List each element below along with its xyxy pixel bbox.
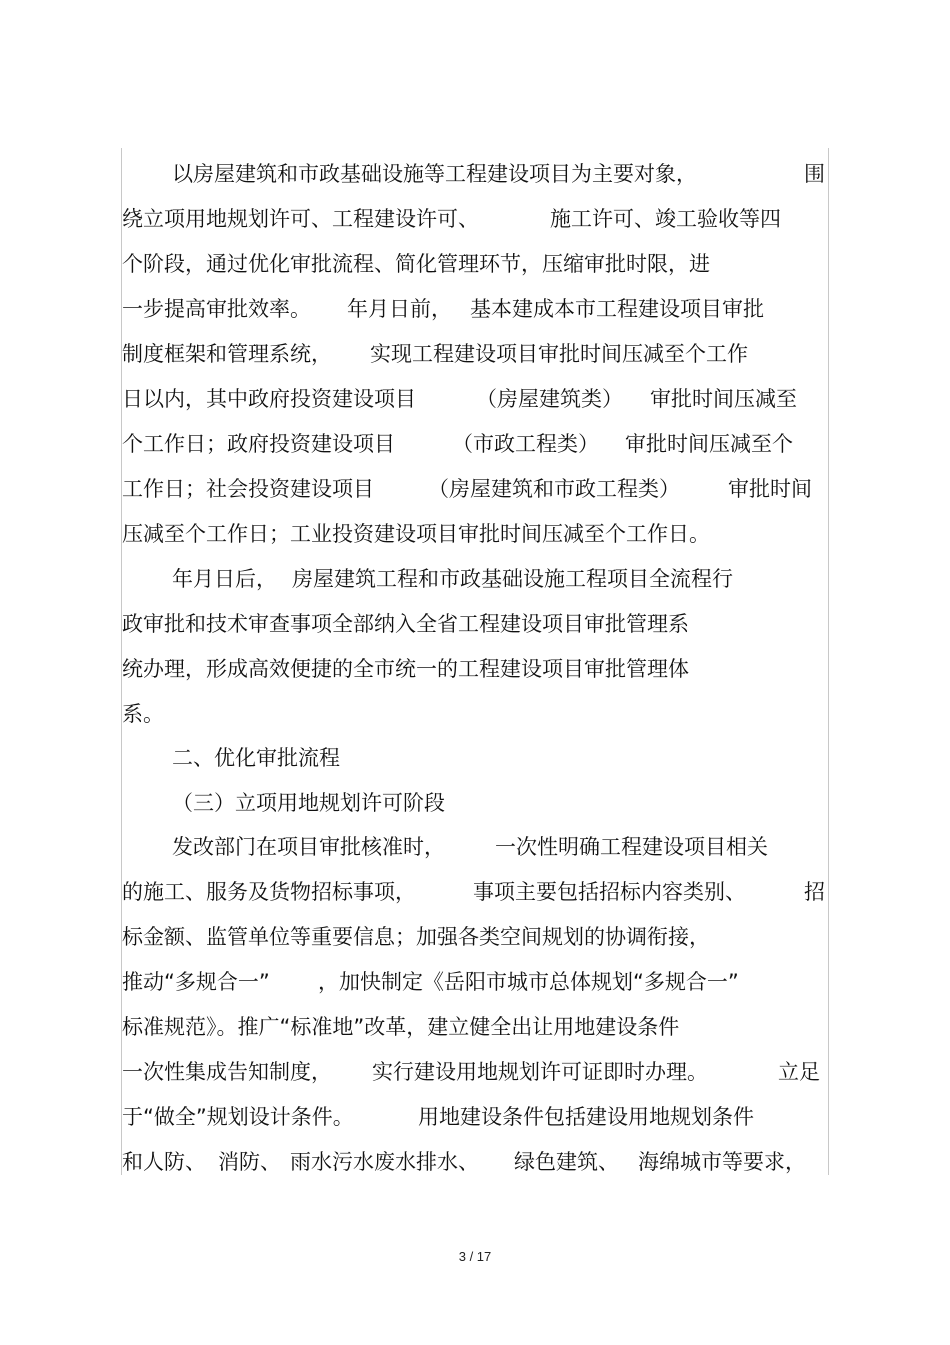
text-line: （市政工程类） xyxy=(452,432,599,456)
text-line: 绕立项用地规划许可、工程建设许可、 xyxy=(122,207,479,231)
text-line: 围 xyxy=(804,162,825,186)
text-line: 日以内，其中政府投资建设项目 xyxy=(122,387,416,411)
text-line: 发改部门在项目审批核准时， xyxy=(172,835,445,859)
text-line: 房屋建筑工程和市政基础设施工程项目全流程行 xyxy=(292,567,733,591)
text-line: （房屋建筑和市政工程类） xyxy=(428,477,680,501)
text-line: 系。 xyxy=(122,702,164,726)
page-margin-line-right xyxy=(828,148,829,1175)
text-line: 基本建成本市工程建设项目审批 xyxy=(470,297,764,321)
text-line: 施工许可、竣工验收等四 xyxy=(550,207,781,231)
text-line: 实行建设用地规划许可证即时办理。 xyxy=(372,1060,708,1084)
text-line: 个阶段，通过优化审批流程、简化管理环节，压缩审批时限，进 xyxy=(122,252,710,276)
text-line: 审批时间压减至 xyxy=(650,387,797,411)
text-line: ，加快制定《岳阳市城市总体规划“多规合一” xyxy=(318,970,739,994)
text-line: 和人防、 xyxy=(122,1150,206,1174)
text-line: （房屋建筑类） xyxy=(476,387,623,411)
text-line: 一步提高审批效率。 xyxy=(122,297,311,321)
text-line: 于“做全”规划设计条件。 xyxy=(122,1105,354,1129)
text-line: 海绵城市等要求， xyxy=(638,1150,806,1174)
text-line: 绿色建筑、 xyxy=(514,1150,619,1174)
subsection-heading: （三）立项用地规划许可阶段 xyxy=(172,791,445,815)
text-line: 招 xyxy=(804,880,825,904)
text-line: 一次性明确工程建设项目相关 xyxy=(495,835,768,859)
text-line: 雨水污水废水排水、 xyxy=(290,1150,479,1174)
text-line: 制度框架和管理系统， xyxy=(122,342,332,366)
text-line: 以房屋建筑和市政基础设施等工程建设项目为主要对象， xyxy=(172,162,697,186)
text-line: 事项主要包括招标内容类别、 xyxy=(473,880,746,904)
text-line: 压减至个工作日；工业投资建设项目审批时间压减至个工作日。 xyxy=(122,522,710,546)
text-line: 用地建设条件包括建设用地规划条件 xyxy=(418,1105,754,1129)
text-line: 年月日前， xyxy=(347,297,452,321)
text-line: 实现工程建设项目审批时间压减至个工作 xyxy=(370,342,748,366)
text-line: 个工作日；政府投资建设项目 xyxy=(122,432,395,456)
text-line: 工作日；社会投资建设项目 xyxy=(122,477,374,501)
text-line: 审批时间压减至个 xyxy=(625,432,793,456)
text-line: 标金额、监管单位等重要信息；加强各类空间规划的协调衔接， xyxy=(122,925,710,949)
text-line: 统办理，形成高效便捷的全市统一的工程建设项目审批管理体 xyxy=(122,657,689,681)
text-line: 消防、 xyxy=(218,1150,281,1174)
text-line: 一次性集成告知制度， xyxy=(122,1060,332,1084)
text-line: 审批时间 xyxy=(728,477,812,501)
text-line: 年月日后， xyxy=(172,567,277,591)
page-number: 3 / 17 xyxy=(458,1249,492,1264)
text-line: 的施工、服务及货物招标事项， xyxy=(122,880,416,904)
text-line: 推动“多规合一” xyxy=(122,970,270,994)
text-line: 标准规范》。推广“标准地”改革，建立健全出让用地建设条件 xyxy=(122,1015,680,1039)
text-line: 立足 xyxy=(778,1060,820,1084)
section-heading: 二、优化审批流程 xyxy=(172,746,340,770)
text-line: 政审批和技术审查事项全部纳入全省工程建设项目审批管理系 xyxy=(122,612,689,636)
